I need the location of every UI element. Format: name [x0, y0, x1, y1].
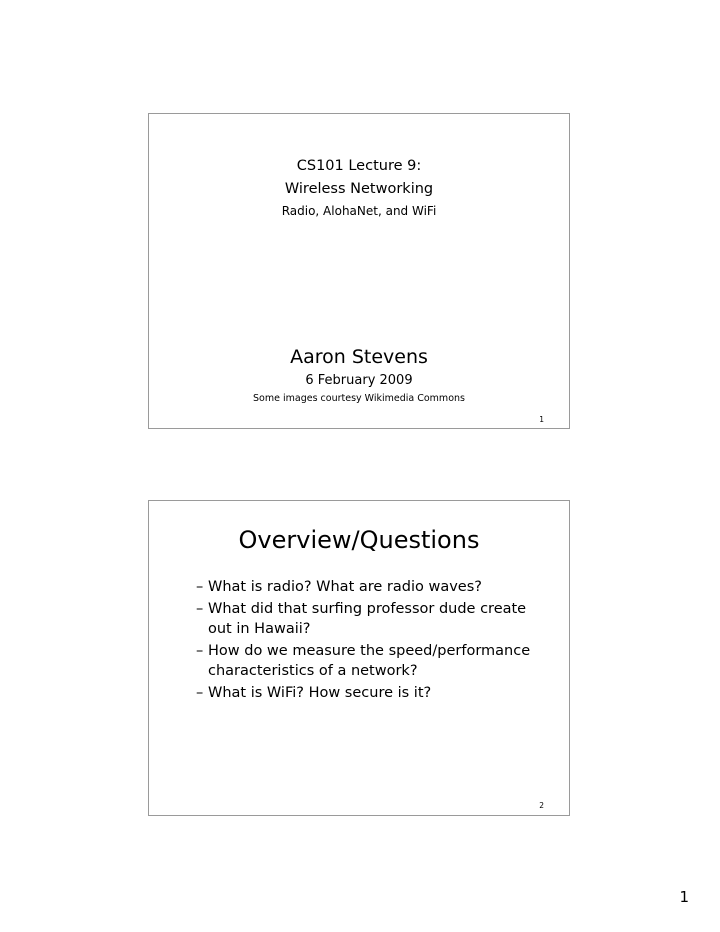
slide-2 — [148, 500, 570, 816]
lecture-date: 6 February 2009 — [305, 373, 413, 388]
bullet-marker: – — [196, 601, 204, 617]
bullet-text: What is WiFi? How secure is it? — [208, 685, 432, 701]
page-number: 1 — [679, 888, 689, 906]
slide-title: Overview/Questions — [238, 526, 480, 554]
bullet-text: What is radio? What are radio waves? — [208, 579, 482, 595]
lecture-title: CS101 Lecture 9: — [296, 158, 422, 174]
list-item — [196, 599, 546, 639]
author-name: Aaron Stevens — [290, 346, 428, 368]
bullet-list — [196, 577, 546, 705]
bullet-text: How do we measure the speed/performance characteristics of a network? — [208, 643, 531, 679]
image-credit: Some images courtesy Wikimedia Commons — [253, 393, 465, 404]
list-item — [196, 683, 546, 703]
list-item — [196, 577, 546, 597]
bullet-marker: – — [196, 643, 204, 659]
lecture-subtitle: Radio, AlohaNet, and WiFi — [281, 204, 437, 218]
bullet-text: What did that surfing professor dude create out in Hawaii? — [208, 601, 527, 637]
slide-number: 2 — [539, 801, 544, 810]
slide-number: 1 — [539, 415, 544, 424]
lecture-topic: Wireless Networking — [284, 181, 434, 197]
list-item — [196, 641, 546, 681]
slide-1 — [148, 113, 570, 429]
bullet-marker: – — [196, 685, 204, 701]
bullet-marker: – — [196, 579, 204, 595]
